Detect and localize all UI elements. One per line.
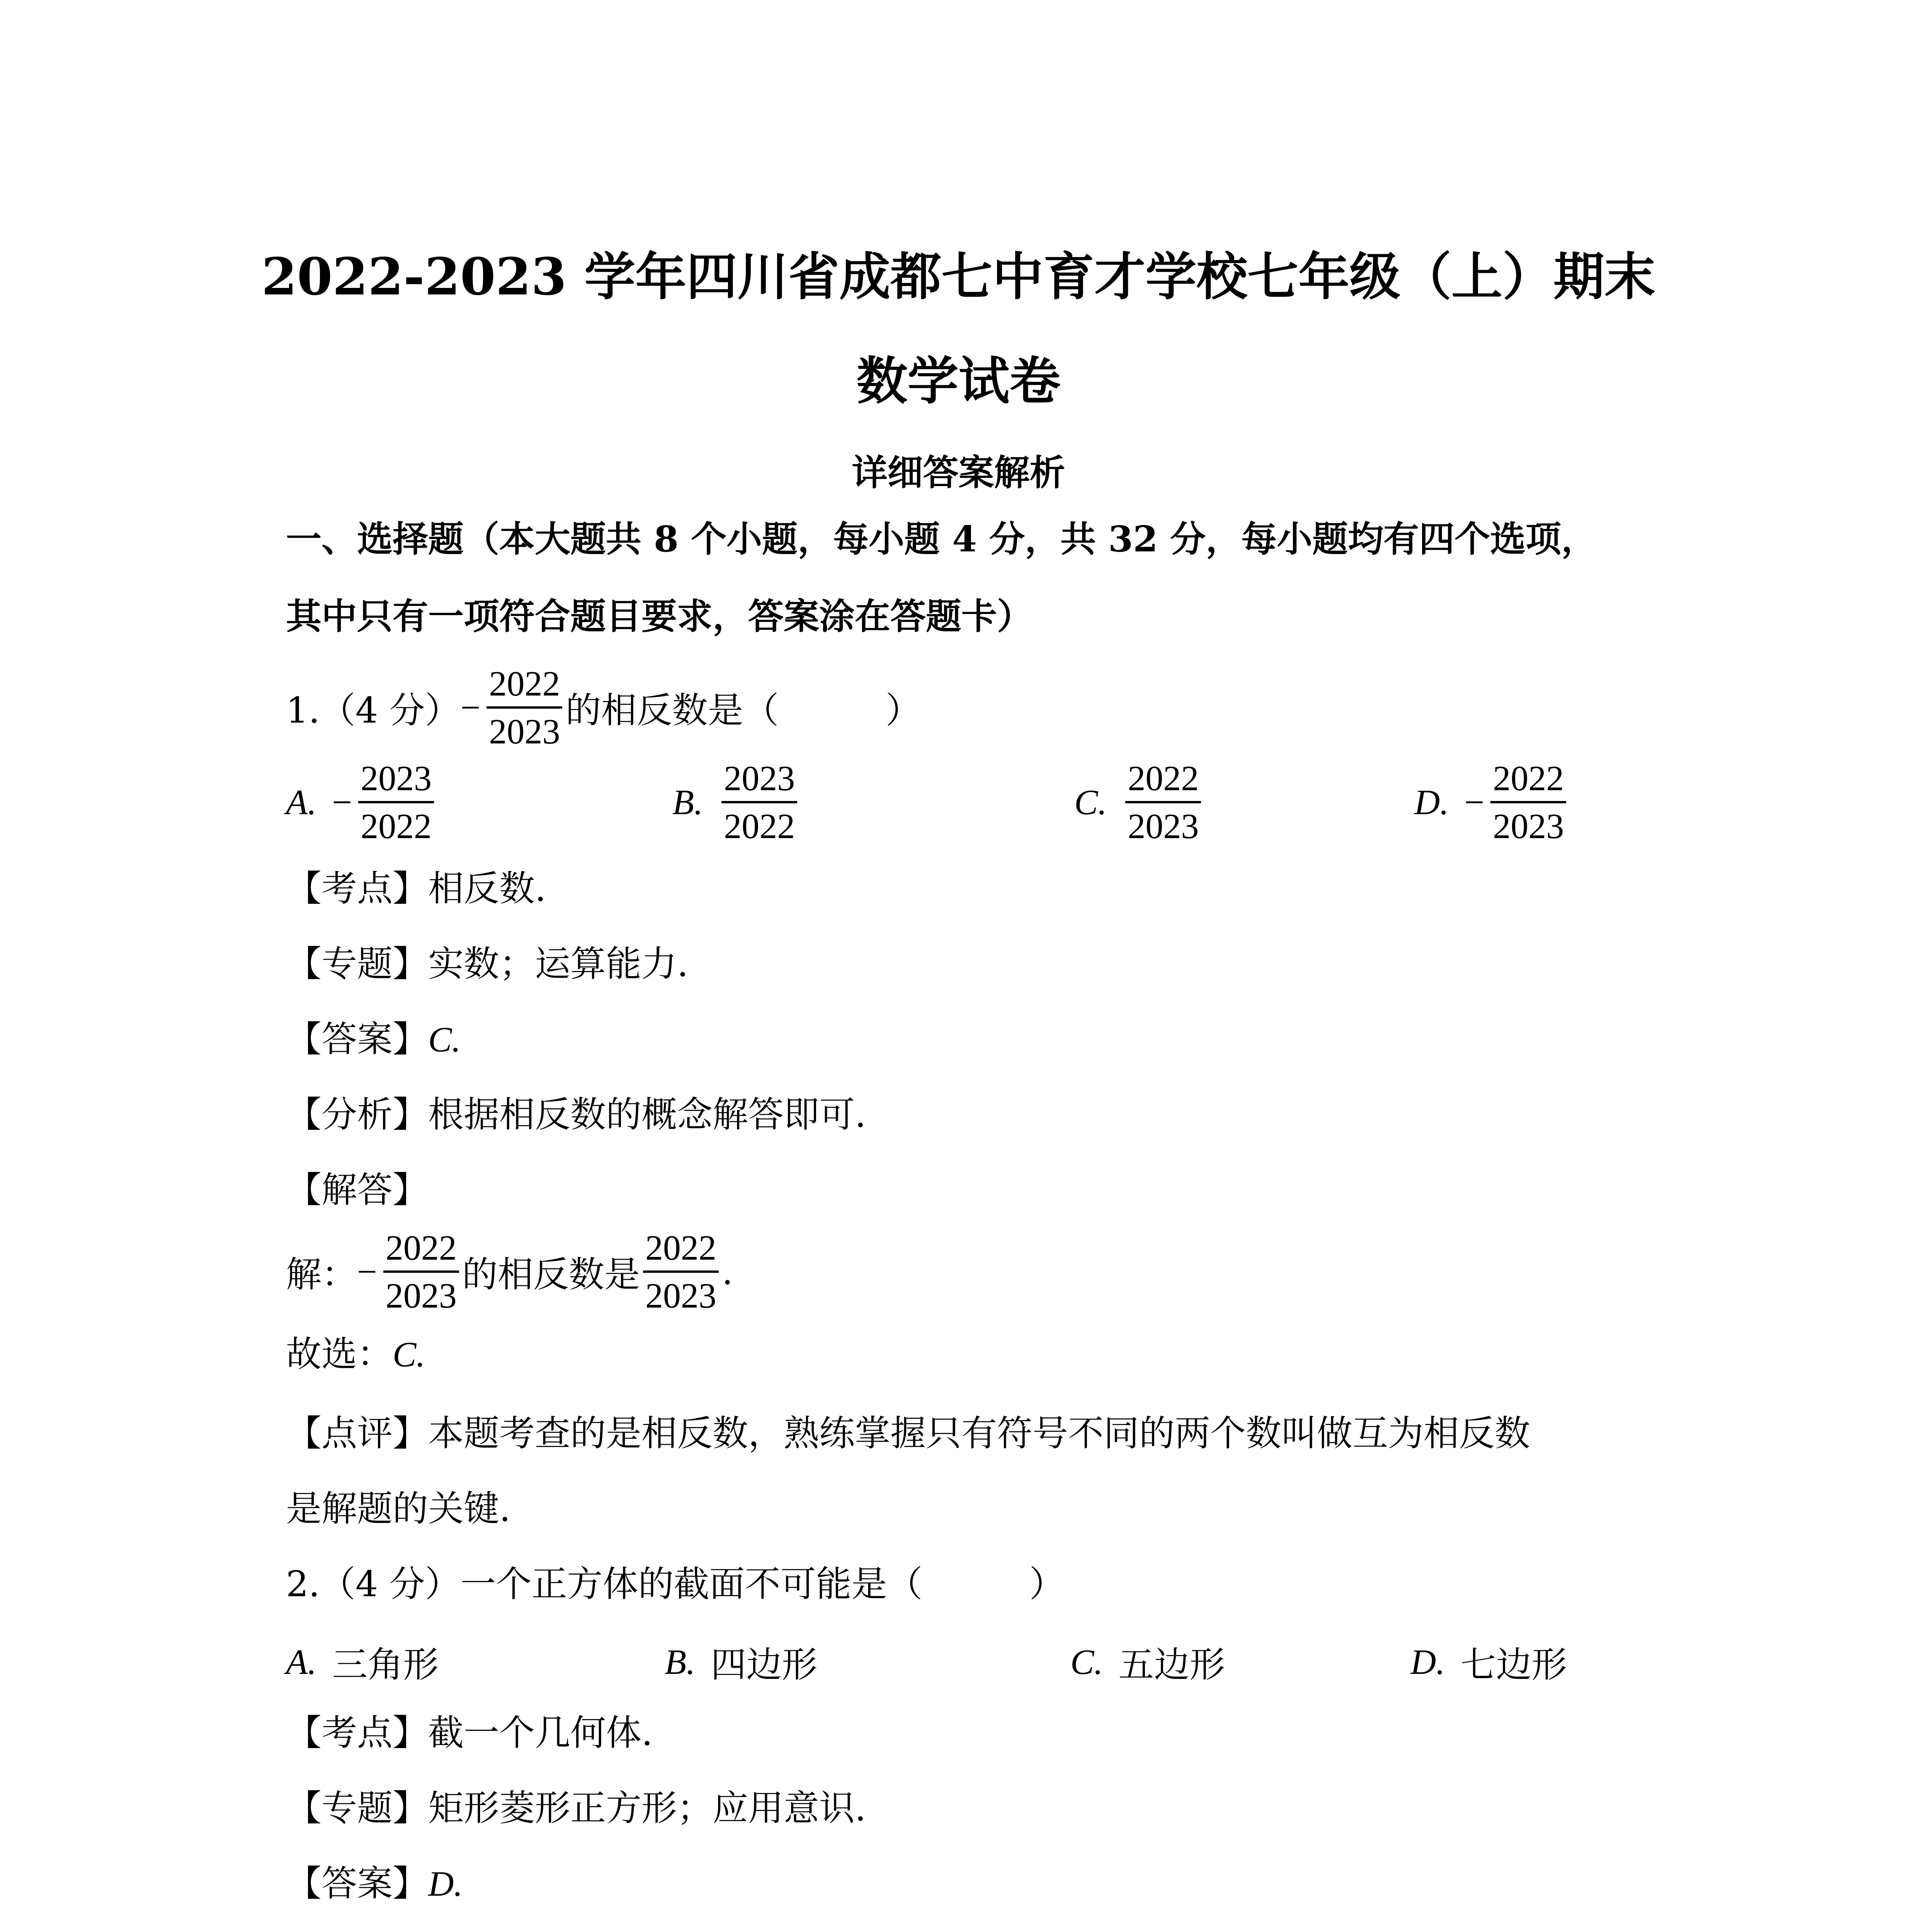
q1-answer (286, 1020, 461, 1059)
page-title-line2: 数学试卷 (856, 351, 1061, 411)
fraction-numerator: 2022 (1125, 755, 1201, 803)
option-a (286, 755, 437, 849)
option-letter: C. (1070, 1642, 1103, 1682)
q1-jieda: 【解答】 (286, 1169, 429, 1211)
option-letter: D. (1414, 782, 1449, 822)
minus-sign: − (332, 782, 352, 822)
answer-value: D. (428, 1864, 463, 1903)
option-c (1070, 1636, 1225, 1687)
option-letter: D. (1410, 1642, 1445, 1682)
fraction-numerator: 2022 (486, 661, 562, 709)
question-1-suffix: 的相反数是（ ） (565, 690, 921, 731)
page-subtitle: 详细答案解析 (852, 452, 1065, 493)
fraction-denominator: 2023 (1493, 806, 1564, 846)
solution-middle: 的相反数是 (462, 1254, 640, 1295)
question-2-stem: 2.（4 分）一个正方体的截面不可能是（ ） (286, 1563, 1065, 1605)
q1-dianping-line2: 是解题的关键. (286, 1488, 511, 1529)
option-d (1414, 755, 1569, 849)
fraction (358, 755, 434, 849)
option-letter: A. (286, 782, 317, 822)
section-heading-line2: 其中只有一项符合题目要求，答案涂在答题卡） (286, 595, 1033, 637)
fraction (1125, 755, 1201, 849)
fraction-numerator: 2022 (1490, 755, 1566, 803)
option-text: 七边形 (1460, 1644, 1567, 1685)
q2-zhuanti: 【专题】矩形菱形正方形；应用意识. (286, 1787, 866, 1829)
answer-label: 【答案】 (286, 1019, 429, 1060)
question-1-prefix: 1.（4 分） (286, 690, 461, 731)
q1-guxuan (286, 1335, 425, 1374)
option-b (672, 755, 800, 849)
fraction-numerator: 2023 (721, 755, 797, 803)
option-letter: C. (1074, 782, 1107, 822)
fraction-denominator: 2023 (645, 1276, 716, 1315)
fraction-numerator: 2022 (383, 1225, 459, 1273)
minus-sign: − (1464, 782, 1485, 822)
fraction-denominator: 2023 (489, 712, 560, 751)
fraction (1490, 755, 1566, 849)
option-letter: B. (665, 1642, 696, 1682)
option-letter: A. (286, 1642, 317, 1682)
fraction-numerator: 2023 (358, 755, 434, 803)
guxuan-label: 故选： (286, 1333, 393, 1375)
answer-value: C. (428, 1020, 461, 1059)
fraction (383, 1225, 459, 1318)
option-d (1410, 1636, 1567, 1687)
guxuan-value: C. (393, 1335, 425, 1374)
q1-zhuanti: 【专题】实数；运算能力. (286, 943, 689, 985)
q1-dianping: 【点评】本题考查的是相反数，熟练掌握只有符号不同的两个数叫做互为相反数 (286, 1413, 1531, 1454)
option-text: 五边形 (1118, 1644, 1225, 1685)
solution-prefix: 解： (286, 1254, 357, 1295)
solution-end: . (721, 1251, 733, 1293)
option-text: 三角形 (332, 1644, 439, 1685)
fraction-denominator: 2022 (361, 806, 432, 846)
fraction (486, 661, 562, 754)
option-text: 四边形 (711, 1644, 818, 1685)
page-title: 2022-2023 学年四川省成都七中育才学校七年级（上）期末 (261, 247, 1656, 307)
answer-label: 【答案】 (286, 1863, 429, 1904)
q2-kaodian: 【考点】截一个几何体. (286, 1712, 653, 1753)
minus-sign: − (460, 688, 481, 727)
option-a (286, 1636, 439, 1687)
question-1-stem (286, 661, 921, 754)
fraction-numerator: 2022 (643, 1225, 719, 1273)
section-heading: 一、选择题（本大题共 8 个小题，每小题 4 分，共 32 分，每小题均有四个选项， (286, 518, 1597, 560)
fraction-denominator: 2022 (724, 806, 795, 846)
fraction (643, 1225, 719, 1318)
minus-sign: − (357, 1252, 377, 1291)
fraction-denominator: 2023 (1128, 806, 1199, 846)
option-c (1074, 755, 1204, 849)
option-letter: B. (672, 782, 703, 822)
q1-fenxi: 【分析】根据相反数的概念解答即可. (286, 1094, 866, 1135)
q1-solution (286, 1225, 733, 1318)
option-b (665, 1636, 817, 1687)
q2-answer (286, 1864, 463, 1903)
fraction (721, 755, 797, 849)
q1-kaodian: 【考点】相反数. (286, 868, 546, 909)
fraction-denominator: 2023 (385, 1276, 457, 1315)
